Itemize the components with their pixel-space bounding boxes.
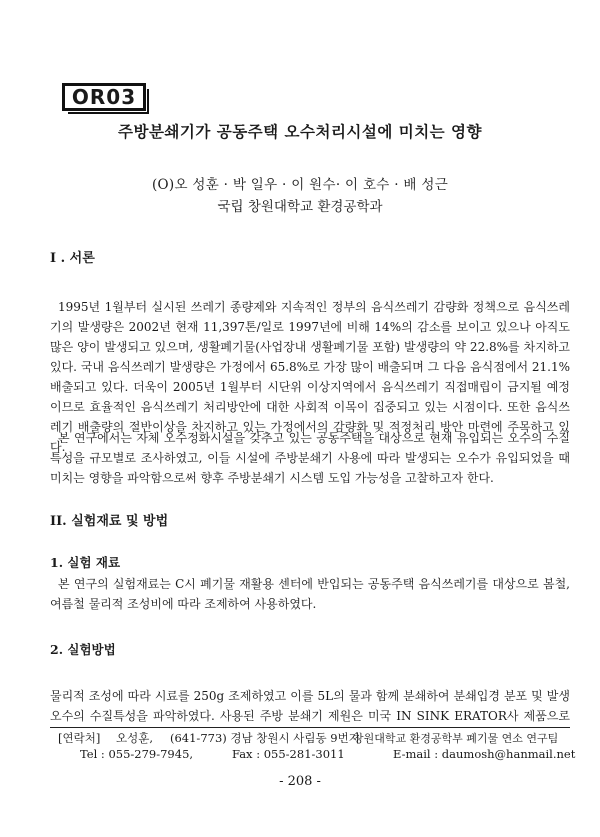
author-list: (O)오 성훈 · 박 일우 · 이 원수· 이 호수 · 배 성근 — [151, 177, 449, 193]
footer-contact-label: [연락처] — [58, 731, 101, 745]
materials-subheading: 1. 실험 재료 — [50, 555, 121, 570]
materials-paragraph: 본 연구의 실험재료는 C시 폐기물 재활용 센터에 반입되는 공동주택 음식쓰레기를 대상으로 봄철, 여름철 물리적 조성비에 따라 조제하여 사용하였다. — [50, 577, 570, 611]
intro-paragraph-2: 본 연구에서는 자체 오수정화시설을 갖추고 있는 공동주택을 대상으로 현재 유입되는 오수의 수질특성을 규모별로 조사하였고, 이들 시설에 주방분쇄기 사용에 따라 발생되는 오수가 유입되었을 때 미치는 영향을 파악함으로써 향후 주방분쇄기 시스템 도입 가능성을 고찰하고자 한다. — [50, 431, 570, 485]
footer-tel: Tel : 055-279-7945, — [80, 747, 194, 761]
footer-org: 창원대학교 환경공학부 폐기물 연소 연구팀 — [353, 732, 559, 745]
page-number: - 208 - — [279, 774, 321, 789]
intro-paragraph-1: 1995년 1월부터 실시된 쓰레기 종량제와 지속적인 정부의 음식쓰레기 감량화 정책으로 음식쓰레기의 발생량은 2002년 현재 11,397톤/일로 1997년에 비해 14%의 감소를 보이고 있으나 아직도 많은 양이 발생되고 있으며, 생활폐기물(사업장내 생활폐기물 포함) 발생량의 약 22.8%를 차지하고 있다. 국내 음식쓰레기 발생량은 가정에서 65.8%로 가장 많이 배출되며 그 다음 음식점에서 21.1% 배출되고 있다. 더욱이 2005년 1월부터 시단위 이상지역에서 음식쓰레기 직접매립이 금지될 예정이므로 효율적인 음식쓰레기 처리방안에 대한 사회적 이목이 집중되고 있는 시점이다. 또한 음식쓰레기 배출량의 절반이상을 차지하고 있는 가정에서의 감량화 및 적정처리 방안 마련에 주목하고 있다. — [50, 300, 570, 454]
intro-heading: I . 서론 — [50, 251, 95, 266]
affiliation: 국립 창원대학교 환경공학과 — [217, 199, 383, 215]
footer-name: 오성훈, — [116, 731, 153, 745]
methods-heading: II. 실험재료 및 방법 — [50, 514, 169, 529]
paper-title: 주방분쇄기가 공동주택 오수처리시설에 미치는 영향 — [118, 122, 482, 141]
procedure-paragraph: 물리적 조성에 따라 시료를 250g 조제하였고 이를 5L의 물과 함께 분쇄하여 분쇄입경 분포 및 발생오수의 수질특성을 파악하였다. 사용된 주방 분쇄기 제원은 미국 IN SINK ERATOR사 제품으로 — [50, 689, 570, 723]
footer-divider — [50, 727, 570, 728]
footer-fax: Fax : 055-281-3011 — [232, 747, 345, 761]
procedure-subheading: 2. 실험방법 — [50, 642, 116, 657]
paper-code-box — [62, 83, 146, 111]
footer-address: (641-773) 경남 창원시 사림동 9번지 — [170, 731, 360, 745]
paper-code: OR03 — [71, 85, 137, 109]
footer-email: E-mail : daumosh@hanmail.net — [393, 747, 576, 761]
